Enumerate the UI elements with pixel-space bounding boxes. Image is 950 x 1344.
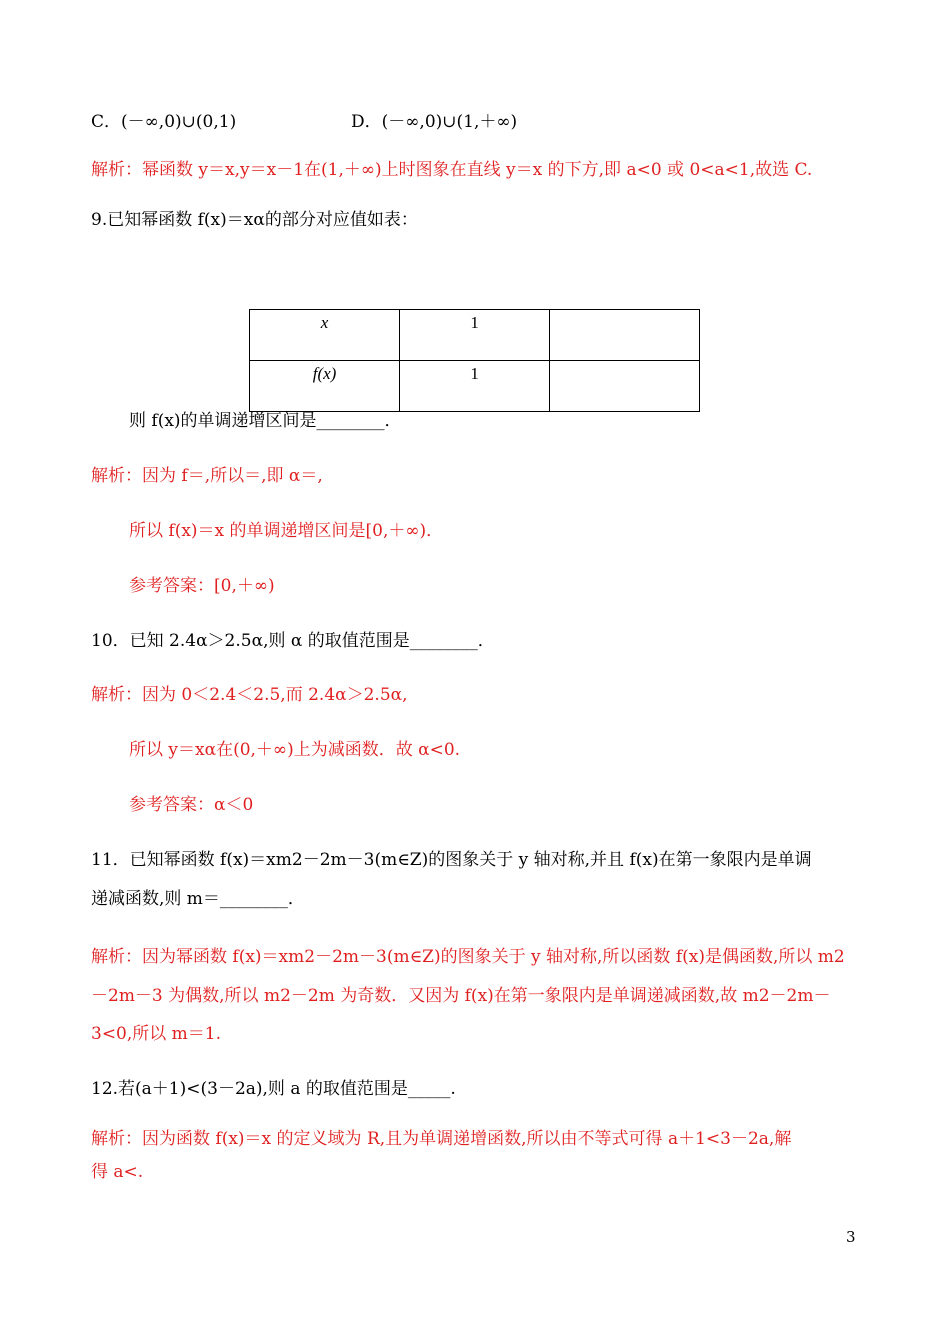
q12-analysis-2: 得 a<.	[91, 1162, 144, 1182]
q9-value-table	[249, 309, 700, 412]
table-cell	[550, 361, 700, 412]
page-number: 3	[846, 1228, 856, 1246]
q11-analysis-2: －2m－3 为偶数,所以 m2－2m 为奇数．又因为 f(x)在第一象限内是单调递减函数,故 m2－2m－	[91, 986, 831, 1006]
q8-option-d: D．(－∞,0)∪(1,＋∞)	[351, 112, 518, 132]
q10-analysis-2: 所以 y＝xα在(0,＋∞)上为减函数．故 α<0.	[129, 740, 461, 760]
q8-option-c: C．(－∞,0)∪(0,1)	[91, 112, 237, 132]
q10-question: 10．已知 2.4α＞2.5α,则 α 的取值范围是________．	[91, 631, 495, 651]
table-cell: x	[250, 310, 400, 361]
q9-analysis-2: 所以 f(x)＝x 的单调递增区间是[0,＋∞)．	[129, 521, 444, 541]
q9-prompt: 则 f(x)的单调递增区间是________．	[129, 411, 402, 431]
q11-analysis-3: 3<0,所以 m＝1.	[91, 1024, 222, 1044]
q10-answer: 参考答案：α＜0	[129, 795, 254, 815]
table-cell	[550, 310, 700, 361]
table-row	[250, 361, 700, 412]
table-cell: 1	[400, 361, 550, 412]
q9-question: 9.已知幂函数 f(x)＝xα的部分对应值如表：	[91, 210, 418, 230]
q10-analysis-1: 解析：因为 0＜2.4＜2.5,而 2.4α＞2.5α,	[91, 685, 408, 705]
q12-question: 12.若(a＋1)<(3－2a),则 a 的取值范围是_____.	[91, 1079, 456, 1099]
q8-options	[91, 110, 517, 134]
q8-analysis: 解析：幂函数 y＝x,y＝x－1在(1,＋∞)上时图象在直线 y＝x 的下方,即 a<0 或 0<a<1,故选 C.	[91, 160, 813, 180]
q9-analysis-1: 解析：因为 f＝,所以＝,即 α＝,	[91, 466, 323, 486]
q11-question-2: 递减函数,则 m＝________．	[91, 889, 305, 909]
table-row	[250, 310, 700, 361]
table-cell: f(x)	[250, 361, 400, 412]
q12-analysis-1: 解析：因为函数 f(x)＝x 的定义域为 R,且为单调递增函数,所以由不等式可得 a＋1<3－2a,解	[91, 1129, 792, 1149]
table-cell: 1	[400, 310, 550, 361]
q9-answer: 参考答案：[0,＋∞)	[129, 576, 275, 596]
q11-analysis-1: 解析：因为幂函数 f(x)＝xm2－2m－3(m∈Z)的图象关于 y 轴对称,所以函数 f(x)是偶函数,所以 m2	[91, 947, 845, 967]
q11-question-1: 11．已知幂函数 f(x)＝xm2－2m－3(m∈Z)的图象关于 y 轴对称,并且 f(x)在第一象限内是单调	[91, 850, 812, 870]
